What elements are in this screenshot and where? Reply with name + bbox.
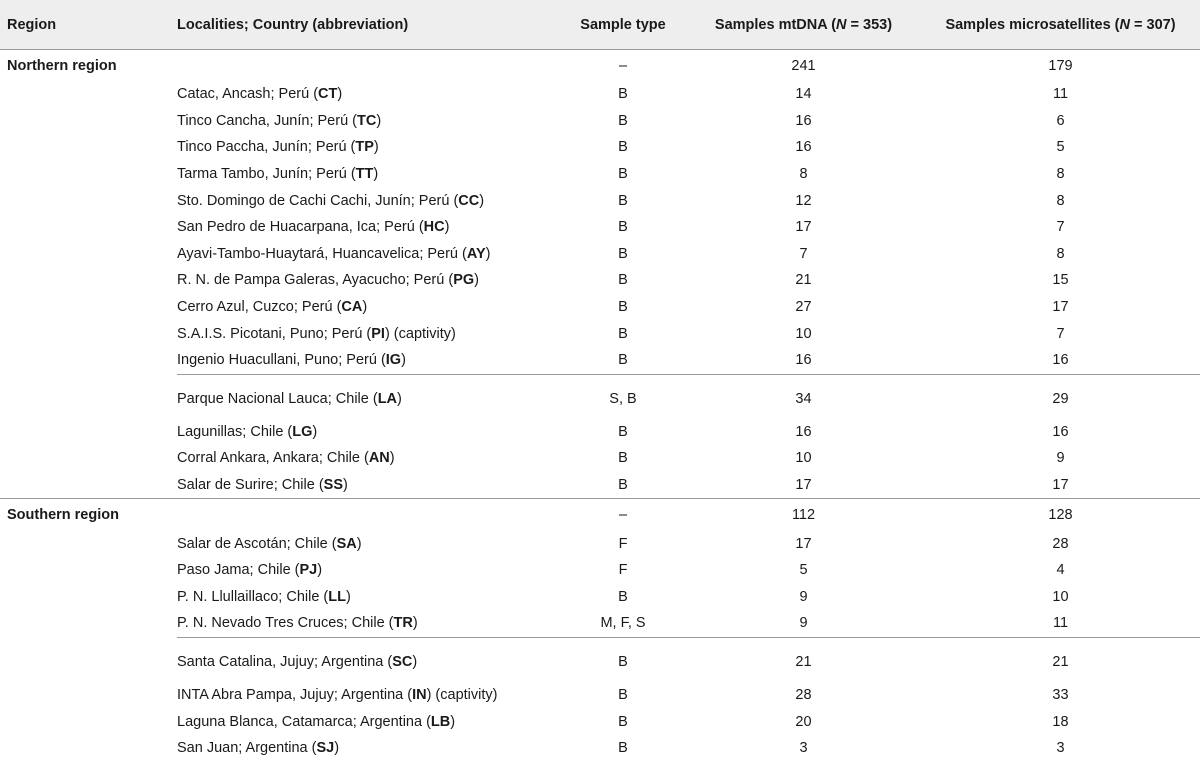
region-cell-empty — [0, 81, 177, 108]
header-micro-suffix: = 307) — [1130, 16, 1176, 33]
sample-type-cell: B — [618, 166, 628, 183]
sample-type-cell: B — [618, 477, 628, 494]
locality-suffix: ) — [397, 390, 402, 407]
mtdna-count-cell: 14 — [795, 86, 812, 103]
region-cell-empty — [0, 134, 177, 161]
header-mtdna-n: N — [836, 16, 847, 33]
micro-count-cell: 7 — [1056, 325, 1065, 342]
table-row — [0, 187, 1200, 214]
locality-abbreviation: IN — [412, 686, 427, 703]
mtdna-count-cell: 9 — [799, 588, 808, 605]
region-micro-total: 179 — [1048, 57, 1073, 74]
mtdna-count-cell: 12 — [795, 192, 812, 209]
header-sample-type: Sample type — [559, 0, 687, 50]
header-mtdna-prefix: Samples mtDNA ( — [714, 16, 837, 33]
locality-abbreviation: LG — [292, 423, 313, 440]
locality-suffix: ) — [312, 423, 318, 440]
table-row — [0, 472, 1200, 499]
locality-abbreviation: LB — [430, 713, 451, 730]
locality-suffix: ) (captivity) — [426, 686, 498, 703]
mtdna-count-cell: 17 — [795, 535, 812, 552]
locality-abbreviation: PJ — [299, 562, 318, 579]
locality-name: Catac, Ancash; Perú ( — [177, 86, 319, 103]
locality-cell — [177, 584, 559, 611]
sample-type-cell: S, B — [559, 374, 687, 419]
locality-name: Parque Nacional Lauca; Chile ( — [177, 390, 378, 407]
locality-cell — [177, 214, 559, 241]
region-row — [0, 50, 1200, 82]
region-cell-empty — [0, 530, 177, 557]
region-cell-empty — [0, 214, 177, 241]
locality-abbreviation: SA — [336, 535, 357, 552]
region-cell-empty — [0, 735, 177, 762]
locality-suffix: ) — [479, 192, 485, 209]
locality-cell — [177, 161, 559, 188]
locality-cell — [177, 472, 559, 499]
region-mtdna-total: 241 — [791, 57, 816, 74]
locality-suffix: ) — [485, 245, 491, 262]
locality-cell — [177, 445, 559, 472]
mtdna-count-cell: 16 — [795, 423, 812, 440]
sample-type-cell: B — [618, 450, 628, 467]
table-row — [0, 610, 1200, 637]
region-name: Northern region — [7, 57, 117, 74]
region-row — [0, 499, 1200, 531]
locality-cell — [177, 320, 559, 347]
micro-count-cell: 6 — [1056, 112, 1065, 129]
locality-cell — [177, 267, 559, 294]
table-row — [0, 637, 1200, 682]
locality-cell — [177, 187, 559, 214]
table-row — [0, 161, 1200, 188]
header-mtdna-suffix: = 353) — [846, 16, 893, 33]
locality-abbreviation: AY — [466, 245, 486, 262]
sample-type-cell: B — [618, 713, 628, 730]
mtdna-count-cell: 5 — [799, 562, 808, 579]
micro-count-cell: 16 — [1052, 423, 1069, 440]
locality-cell — [177, 81, 559, 108]
locality-name: San Juan; Argentina ( — [177, 740, 317, 757]
mtdna-count-cell: 16 — [795, 112, 812, 129]
sample-type-cell: B — [618, 423, 628, 440]
micro-count-cell: 33 — [1052, 686, 1069, 703]
locality-name: R. N. de Pampa Galeras, Ayacucho; Perú ( — [177, 272, 454, 289]
table-row — [0, 735, 1200, 762]
sample-type-cell: B — [618, 192, 628, 209]
locality-name: Tarma Tambo, Junín; Perú ( — [177, 166, 356, 183]
sample-type-cell: B — [618, 86, 628, 103]
header-row — [0, 0, 1200, 50]
micro-count-cell: 18 — [1052, 713, 1069, 730]
table-body — [0, 50, 1200, 762]
sample-type-cell: B — [618, 219, 628, 236]
mtdna-count-cell: 16 — [795, 139, 812, 156]
region-name: Southern region — [0, 499, 177, 531]
locality-cell — [177, 347, 559, 374]
locality-suffix: ) — [444, 219, 450, 236]
locality-abbreviation: SC — [392, 653, 413, 670]
micro-count-cell: 17 — [1052, 477, 1069, 494]
locality-name: Salar de Ascotán; Chile ( — [177, 535, 337, 552]
locality-cell — [177, 241, 559, 268]
locality-cell — [177, 637, 559, 682]
locality-suffix: ) — [317, 562, 323, 579]
mtdna-count-cell: 28 — [795, 686, 812, 703]
region-cell-empty — [0, 682, 177, 709]
mtdna-count-cell: 34 — [687, 374, 920, 419]
locality-abbreviation: CA — [341, 299, 363, 316]
mtdna-count-cell: 9 — [799, 615, 808, 632]
locality-suffix: ) — [362, 299, 368, 316]
table-row — [0, 419, 1200, 446]
locality-cell — [177, 610, 559, 637]
micro-count-cell: 3 — [1056, 740, 1065, 757]
locality-abbreviation: SJ — [316, 740, 335, 757]
locality-abbreviation: TP — [355, 139, 374, 156]
sample-type-cell: B — [618, 139, 628, 156]
locality-abbreviation: AN — [368, 450, 390, 467]
locality-suffix: ) — [345, 588, 351, 605]
locality-name: Ingenio Huacullani, Puno; Perú ( — [177, 352, 386, 369]
locality-name: Cerro Azul, Cuzco; Perú ( — [177, 299, 342, 316]
region-sample-type: – — [559, 499, 687, 531]
locality-name: San Pedro de Huacarpana, Ica; Perú ( — [177, 219, 424, 236]
locality-suffix: ) — [373, 166, 379, 183]
locality-abbreviation: PI — [371, 325, 385, 342]
sample-type-cell: B — [618, 299, 628, 316]
region-cell-empty — [0, 610, 177, 637]
locality-cell — [177, 682, 559, 709]
locality-name: Lagunillas; Chile ( — [177, 423, 293, 440]
locality-cell — [177, 374, 559, 419]
locality-suffix: ) — [356, 535, 362, 552]
micro-count-cell: 15 — [1052, 272, 1069, 289]
locality-suffix: ) — [450, 713, 456, 730]
region-micro-total: 128 — [920, 499, 1200, 531]
micro-count-cell: 17 — [1052, 299, 1069, 316]
table-row — [0, 708, 1200, 735]
locality-abbreviation: IG — [385, 352, 402, 369]
micro-count-cell: 8 — [1056, 166, 1065, 183]
region-cell-empty — [0, 294, 177, 321]
mtdna-count-cell: 3 — [799, 740, 808, 757]
locality-abbreviation: SS — [323, 477, 344, 494]
micro-count-cell: 16 — [1052, 352, 1069, 369]
region-localities-empty — [177, 50, 559, 82]
table-row — [0, 241, 1200, 268]
locality-abbreviation: CT — [318, 86, 338, 103]
locality-abbreviation: TR — [393, 615, 413, 632]
mtdna-count-cell: 10 — [795, 325, 812, 342]
micro-count-cell: 9 — [1056, 450, 1065, 467]
table-row — [0, 682, 1200, 709]
locality-cell — [177, 294, 559, 321]
region-cell-empty — [0, 584, 177, 611]
table-row — [0, 134, 1200, 161]
header-localities: Localities; Country (abbreviation) — [177, 0, 559, 50]
region-cell-empty — [0, 419, 177, 446]
sample-type-cell: M, F, S — [600, 615, 646, 632]
micro-count-cell: 21 — [920, 637, 1200, 682]
sample-type-cell: B — [618, 686, 628, 703]
locality-suffix: ) — [343, 477, 348, 494]
locality-cell — [177, 557, 559, 584]
table-row — [0, 445, 1200, 472]
region-cell-empty — [0, 241, 177, 268]
locality-abbreviation: CC — [458, 192, 480, 209]
table-header — [0, 0, 1200, 50]
locality-cell — [177, 735, 559, 762]
mtdna-count-cell: 10 — [795, 450, 812, 467]
region-cell-empty — [0, 161, 177, 188]
locality-name: Salar de Surire; Chile ( — [177, 477, 324, 494]
table-row — [0, 374, 1200, 419]
micro-count-cell: 29 — [920, 374, 1200, 419]
region-cell-empty — [0, 557, 177, 584]
region-cell-empty — [0, 320, 177, 347]
region-cell-empty — [0, 267, 177, 294]
region-cell-empty — [0, 472, 177, 499]
table-row — [0, 557, 1200, 584]
table-row — [0, 108, 1200, 135]
sample-type-cell: B — [618, 245, 628, 262]
locality-name: Laguna Blanca, Catamarca; Argentina ( — [177, 713, 431, 730]
locality-abbreviation: LA — [377, 390, 398, 407]
locality-name: Santa Catalina, Jujuy; Argentina ( — [177, 653, 393, 670]
locality-suffix: ) — [334, 740, 340, 757]
locality-suffix: ) — [376, 112, 382, 129]
region-cell-empty — [0, 187, 177, 214]
header-micro-n: N — [1119, 16, 1130, 33]
header-mtdna — [687, 0, 920, 50]
locality-name: Tinco Cancha, Junín; Perú ( — [177, 112, 357, 129]
sample-type-cell: F — [618, 562, 628, 579]
table-row — [0, 584, 1200, 611]
header-micro-prefix: Samples microsatellites ( — [945, 16, 1120, 33]
locality-name: Corral Ankara, Ankara; Chile ( — [177, 450, 369, 467]
micro-count-cell: 7 — [1056, 219, 1065, 236]
locality-name: Tinco Paccha, Junín; Perú ( — [177, 139, 356, 156]
table-row — [0, 267, 1200, 294]
locality-suffix: ) — [412, 653, 418, 670]
region-cell-empty — [0, 637, 177, 682]
region-mtdna-total: 112 — [687, 499, 920, 531]
mtdna-count-cell: 21 — [795, 272, 812, 289]
region-cell-empty — [0, 445, 177, 472]
locality-suffix: ) — [412, 615, 418, 632]
locality-name: Sto. Domingo de Cachi Cachi, Junín; Perú ( — [177, 192, 459, 209]
locality-suffix: ) (captivity) — [384, 325, 456, 342]
sample-type-cell: B — [618, 740, 628, 757]
locality-abbreviation: HC — [423, 219, 445, 236]
mtdna-count-cell: 21 — [687, 637, 920, 682]
mtdna-count-cell: 17 — [795, 219, 812, 236]
micro-count-cell: 11 — [1052, 86, 1069, 103]
mtdna-count-cell: 8 — [799, 166, 808, 183]
micro-count-cell: 10 — [1052, 588, 1069, 605]
mtdna-count-cell: 17 — [795, 477, 812, 494]
region-cell-empty — [0, 374, 177, 419]
locality-cell — [177, 530, 559, 557]
region-cell-empty — [0, 108, 177, 135]
locality-suffix: ) — [337, 86, 343, 103]
table-row — [0, 320, 1200, 347]
locality-name: Ayavi-Tambo-Huaytará, Huancavelica; Perú ( — [177, 245, 467, 262]
micro-count-cell: 8 — [1056, 192, 1065, 209]
locality-name: P. N. Llullaillaco; Chile ( — [177, 588, 329, 605]
sample-type-cell: B — [618, 352, 628, 369]
locality-name: P. N. Nevado Tres Cruces; Chile ( — [177, 615, 394, 632]
locality-cell — [177, 108, 559, 135]
mtdna-count-cell: 20 — [795, 713, 812, 730]
micro-count-cell: 28 — [1052, 535, 1069, 552]
locality-cell — [177, 708, 559, 735]
locality-abbreviation: TT — [355, 166, 374, 183]
table-row — [0, 530, 1200, 557]
region-localities-empty — [177, 499, 559, 531]
micro-count-cell: 11 — [1052, 615, 1069, 632]
sample-type-cell: F — [618, 535, 628, 552]
micro-count-cell: 8 — [1056, 245, 1065, 262]
mtdna-count-cell: 16 — [795, 352, 812, 369]
locality-suffix: ) — [373, 139, 379, 156]
locality-suffix: ) — [389, 450, 395, 467]
micro-count-cell: 4 — [1056, 562, 1065, 579]
locality-cell — [177, 419, 559, 446]
mtdna-count-cell: 27 — [795, 299, 812, 316]
table-row — [0, 294, 1200, 321]
sample-type-cell: B — [618, 112, 628, 129]
region-sample-type: – — [618, 57, 628, 74]
sample-type-cell: B — [618, 588, 628, 605]
table-row — [0, 347, 1200, 374]
region-cell-empty — [0, 708, 177, 735]
locality-name: Paso Jama; Chile ( — [177, 562, 300, 579]
table-row — [0, 214, 1200, 241]
region-cell-empty — [0, 347, 177, 374]
sample-type-cell: B — [618, 272, 628, 289]
header-region: Region — [0, 0, 177, 50]
header-microsatellites — [920, 0, 1200, 50]
locality-name: S.A.I.S. Picotani, Puno; Perú ( — [177, 325, 372, 342]
sample-type-cell: B — [559, 637, 687, 682]
micro-count-cell: 5 — [1056, 139, 1065, 156]
locality-abbreviation: PG — [453, 272, 475, 289]
locality-suffix: ) — [474, 272, 479, 289]
table-row — [0, 81, 1200, 108]
locality-abbreviation: LL — [328, 588, 346, 605]
locality-name: INTA Abra Pampa, Jujuy; Argentina ( — [177, 686, 413, 703]
mtdna-count-cell: 7 — [799, 245, 808, 262]
locality-suffix: ) — [401, 352, 406, 369]
sample-type-cell: B — [618, 325, 628, 342]
locality-abbreviation: TC — [357, 112, 377, 129]
locality-cell — [177, 134, 559, 161]
